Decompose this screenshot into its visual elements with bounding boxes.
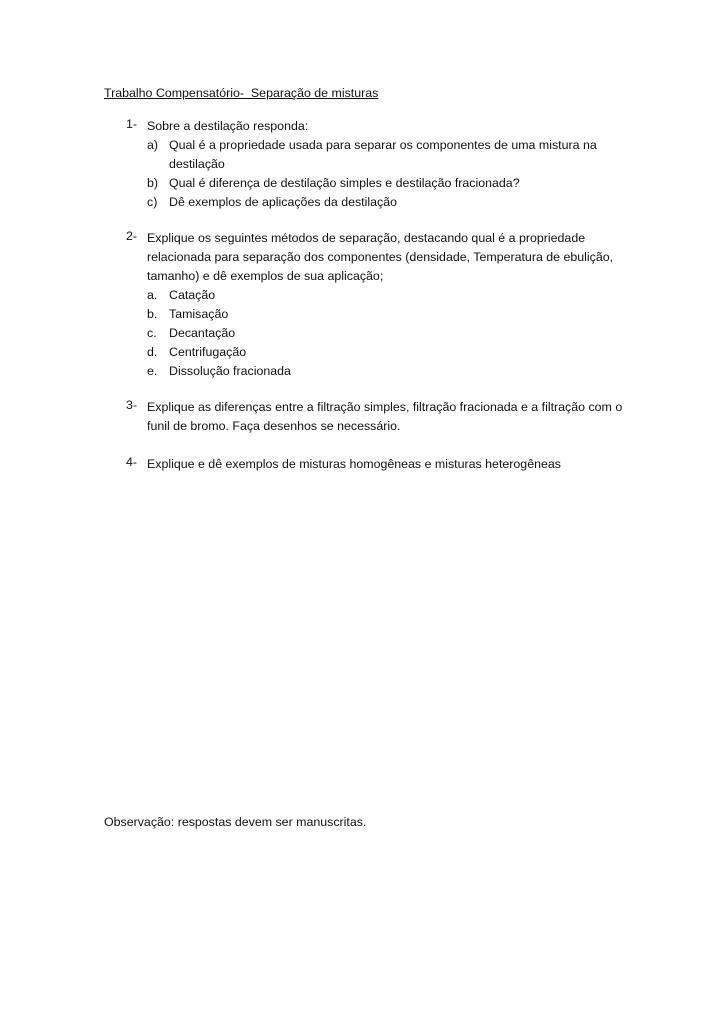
question-number: 1- <box>126 117 138 131</box>
subitem-text: Catação <box>169 288 216 302</box>
subitem-marker: b) <box>147 176 159 190</box>
question-text: Explique as diferenças entre a filtração simples, filtração fracionada e a filtração com o funil de bromo. Faça desenhos se necessário. <box>147 400 623 433</box>
subitem <box>147 305 636 324</box>
question-number: 4- <box>126 455 138 469</box>
subitem-marker: e. <box>147 364 158 378</box>
subitem-marker: c) <box>147 195 158 209</box>
subitem-text: Qual é a propriedade usada para separar os componentes de uma mistura na destilação <box>169 138 597 171</box>
subitem-text: Dissolução fracionada <box>169 364 291 378</box>
subitem <box>147 286 636 305</box>
subitem-text: Tamisação <box>169 307 229 321</box>
document-title: Trabalho Compensatório- Separação de misturas <box>104 86 379 100</box>
subitem-marker: a. <box>147 288 158 302</box>
subitem <box>147 193 636 212</box>
question-text: Explique os seguintes métodos de separação, destacando qual é a propriedade relacionada para separação dos componentes (densidade, Temperatura de ebulição, tamanho) e dê exemplos de sua aplicação; <box>147 231 614 283</box>
subitem-marker: d. <box>147 345 158 359</box>
subitem <box>147 343 636 362</box>
subitem-text: Centrifugação <box>169 345 247 359</box>
question-text: Explique e dê exemplos de misturas homogêneas e misturas heterogêneas <box>147 457 561 471</box>
subitem <box>147 324 636 343</box>
subitem-marker: a) <box>147 138 159 152</box>
question-text: Sobre a destilação responda: <box>147 119 309 133</box>
subitem-text: Qual é diferença de destilação simples e destilação fracionada? <box>169 176 520 190</box>
subitem <box>147 362 636 381</box>
question-number: 3- <box>126 398 138 412</box>
subitem-marker: c. <box>147 326 157 340</box>
question-2 <box>126 229 636 381</box>
subitem <box>147 174 636 193</box>
subitem-marker: b. <box>147 307 158 321</box>
question-4 <box>126 455 636 474</box>
observation-note: Observação: respostas devem ser manuscritas. <box>104 815 367 829</box>
question-3 <box>126 398 626 436</box>
question-1 <box>126 117 636 212</box>
question-number: 2- <box>126 229 138 243</box>
subitem-text: Decantação <box>169 326 236 340</box>
subitem-text: Dê exemplos de aplicações da destilação <box>169 195 397 209</box>
subitem <box>147 136 636 174</box>
